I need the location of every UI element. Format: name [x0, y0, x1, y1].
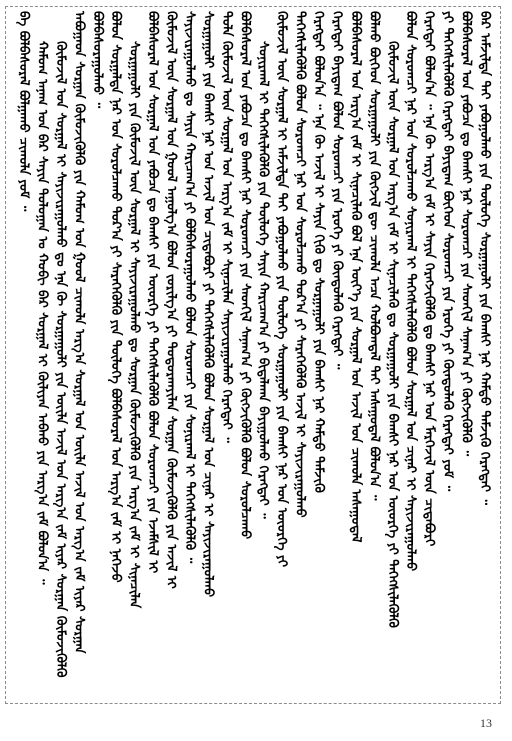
- text-column: ᠶᠢ ᠳᠡᠭᠡᠭᠰᠢᠯᠡᠭᠦᠯᠬᠦ ᠬᠡᠷᠡᠭᠲᠡᠢ ᠪᠠᠶᠢᠳᠠᠭ ᠪᠥᠭᠡᠳ ᠰᠤᠷᠤᠭᠴᠢ ᠶᠢᠨ ᠡᠷᠦᠬᠡ ᠶᠢ ᠬᠦᠨᠳᠦᠯᠡᠬᠦ ᠬᠡᠷᠡᠭᠲᠡᠢ ᠶᠤᠮ ᠃: [440, 11, 456, 492]
- text-column: ᠪᠣᠯᠪᠠᠰᠤᠷᠠᠯ ᠤᠨ ᠠᠷᠭ᠎ᠠ ᠵᠠᠮ ᠢ ᠰᠢᠨᠡᠴᠢᠯᠡᠬᠦ ᠪᠣᠯ ᠡᠨᠡ ᠦᠶ᠎ᠡ ᠶᠢᠨ ᠰᠤᠷᠭᠠᠯ ᠤᠨ ᠠᠵᠢᠯ ᠤᠨ ᠴᠢᠬᠤᠯᠠ ᠠᠰᠠᠭᠤᠳᠠᠯ: [347, 11, 363, 543]
- text-column: ᠬᠦᠮᠦᠵᠢᠯ ᠦᠨ ᠰᠤᠷᠭᠠᠯ ᠤᠨ ᠠᠷᠭ᠎ᠠ ᠵᠠᠮ ᠢ ᠰᠢᠨᠡᠴᠢᠯᠡᠬᠦ ᠳᠤ ᠰᠤᠷᠭᠠᠭᠤᠯᠢ ᠶᠢᠨ ᠪᠠᠭᠰᠢ ᠨᠠᠷ ᠤᠨ ᠦᠦᠷᠭᠡ ᠶᠢ ᠳᠡᠭᠡᠭᠰᠢᠯᠡᠭᠦᠯᠬᠦ: [384, 41, 400, 628]
- text-column: ᠪᠣᠯᠤᠨ ᠰᠤᠷᠤᠭᠴᠢ ᠨᠠᠷ ᠤᠨ ᠰᠤᠷᠤᠯᠴᠠᠬᠤ ᠰᠣᠨᠢᠷᠬᠠᠯ ᠢ ᠳᠡᠭᠡᠭᠰᠢᠯᠡᠭᠦᠯᠬᠦ ᠪᠣᠯᠤᠨ ᠰᠤᠷᠭᠠᠯ ᠤᠨ ᠴᠢᠨᠠᠷ ᠢ ᠰᠠᠶᠢᠵᠢᠷᠠᠭᠤᠯᠬᠤ: [403, 11, 419, 572]
- text-column: ᠬᠡᠷᠡᠭᠲᠡᠢ ᠪᠠᠶᠢᠳᠠᠭ ᠪᠣᠯᠤᠨ ᠰᠤᠷᠤᠭᠴᠢ ᠶᠢᠨ ᠡᠷᠦᠬᠡ ᠶᠢ ᠬᠦᠨᠳᠦᠯᠡᠬᠦ ᠬᠡᠷᠡᠭᠲᠡᠢ ᠃: [329, 11, 345, 370]
- text-column: ᠪᠣᠯᠤᠨ ᠰᠤᠷᠭᠠᠯᠲᠠ ᠨᠠᠷ ᠤᠨ ᠰᠤᠷᠤᠯᠴᠠᠬᠤ ᠳᠤᠷ᠎ᠠ ᠶᠢ ᠰᠡᠷᠡᠭᠡᠭᠦᠯᠬᠦ ᠶᠢᠨ ᠲᠥᠯᠥᠭᠡ ᠪᠣᠯᠪᠠᠰᠤᠷᠠᠯ ᠤᠨ ᠠᠷᠭ᠎ᠠ ᠵᠠᠮ ᠢ ᠨᠡᠬᠡᠵᠦ: [108, 11, 124, 583]
- text-column: ᠬᠦᠮᠦᠵᠢᠯ ᠦᠨ ᠰᠤᠷᠭᠠᠯ ᠢ ᠠᠮᠵᠢᠯᠲᠠ ᠲᠠᠶ ᠶᠠᠪᠤᠭᠤᠯᠬᠤ ᠶᠢᠨ ᠲᠥᠯᠥᠭᠡ ᠰᠤᠷᠭᠠᠭᠤᠯᠢ ᠶᠢᠨ ᠪᠠᠭᠰᠢ ᠨᠠᠷ ᠤᠨ ᠦᠦᠷᠭᠡ ᠶᠢ: [274, 11, 290, 568]
- text-column: ᠰᠣᠨᠢᠷᠬᠠᠯ ᠢ ᠳᠡᠭᠡᠭᠰᠢᠯᠡᠭᠦᠯᠬᠦ ᠶᠢᠨ ᠲᠥᠯᠥᠭᠡ ᠰᠠᠶᠢᠨ ᠬᠠᠷᠢᠴᠠᠭ᠎ᠠ ᠶᠢ ᠪᠢᠳᠠᠯᠬᠠᠨ ᠪᠠᠶᠢᠭᠤᠯᠬᠤ ᠬᠡᠷᠡᠭᠲᠡᠢ ᠃: [255, 41, 271, 519]
- text-column: ᠰᠤᠷᠭᠠᠭᠤᠯᠢ ᠶᠢᠨ ᠪᠠᠭᠰᠢ ᠨᠠᠷ ᠤᠨ ᠠᠵᠢᠯ ᠤᠨ ᠴᠢᠳᠠᠪᠤᠷᠢ ᠶᠢ ᠳᠡᠭᠡᠭᠰᠢᠯᠡᠭᠦᠯᠬᠦ ᠪᠣᠯᠤᠨ ᠰᠤᠷᠭᠠᠯ ᠤᠨ ᠴᠢᠨᠠᠷ ᠢ ᠰᠠᠶᠢᠵᠢᠷᠠᠭᠤᠯᠬᠤ: [200, 11, 216, 598]
- text-column: ᠰᠤᠷᠭᠠᠭᠤᠯᠢ ᠶᠢᠨ ᠬᠦᠮᠦᠵᠢᠯ ᠦᠨ ᠰᠤᠷᠭᠠᠯ ᠢ ᠰᠠᠶᠢᠵᠢᠷᠠᠭᠤᠯᠬᠤ ᠳᠤ ᠰᠤᠷᠭᠠᠨ ᠬᠦᠮᠦᠵᠢᠭᠦᠯᠬᠦ ᠶᠢᠨ ᠠᠷᠭ᠎ᠠ ᠵᠠᠮ ᠢ ᠰᠢᠨᠡᠴᠢᠯᠡᠨ: [126, 41, 142, 609]
- text-column: ᠠᠪᠤᠭᠠᠳ ᠰᠤᠷᠭᠠᠨ ᠬᠦᠮᠦᠵᠢᠭᠦᠯᠬᠦ ᠶᠢᠨ ᠬᠠᠮᠤᠭ ᠤᠨ ᠭᠣᠣᠯ ᠴᠢᠬᠤᠯᠠ ᠠᠷᠭ᠎ᠠ ᠰᠤᠷᠭᠠᠯ ᠤᠨ ᠦᠢᠯᠡ ᠠᠵᠢᠯ ᠤᠨ ᠠᠷᠭ᠎ᠠ ᠵᠠᠮ ᠢᠶᠠᠷ ᠰᠤᠷᠭᠠᠨ: [71, 11, 87, 654]
- text-column: ᠪᠣᠯᠬᠤ ᠪᠥᠭᠡᠳ ᠰᠤᠷᠭᠠᠭᠤᠯᠢ ᠶᠢᠨ ᠬᠥᠭᠵᠢᠯ ᠳᠦ ᠴᠢᠬᠤᠯᠠ ᠠᠴᠠ ᠬᠣᠯᠪᠣᠭᠳᠠᠯ ᠲᠠᠶ ᠠᠰᠠᠭᠤᠳᠠᠯ ᠪᠣᠯᠤᠨ᠎ᠠ ᠃: [366, 11, 382, 501]
- text-columns: [16, 11, 492, 699]
- text-column: ᠪᠣᠯᠪᠠᠰᠤᠷᠠᠯ ᠤᠨ ᠰᠤᠷᠭᠠᠯ ᠤᠨ ᠶᠠᠪᠤᠴᠠ ᠳᠤ ᠪᠠᠭᠰᠢ ᠶᠢᠨ ᠦᠦᠷᠭᠡ ᠶᠢ ᠳᠡᠭᠡᠭᠰᠢᠯᠡᠭᠦᠯᠬᠦ ᠪᠣᠯᠤᠨ ᠰᠤᠷᠤᠭᠴᠢ ᠶᠢᠨ ᠡᠵᠡᠮᠰᠢᠯ ᠢ: [145, 11, 161, 574]
- page-frame: [5, 6, 501, 704]
- text-column: ᠪᠠ ᠪᠣᠯᠪᠠᠰᠤᠷᠠᠯ ᠪᠣᠯᠭᠠᠬᠤ ᠴᠢᠬᠤᠯᠠ ᠶᠤᠮ ᠃: [16, 11, 31, 212]
- text-column: ᠲᠤᠯᠠ ᠬᠦᠮᠦᠵᠢᠯ ᠦᠨ ᠰᠤᠷᠭᠠᠯ ᠤᠨ ᠠᠷᠭ᠎ᠠ ᠵᠠᠮ ᠢ ᠰᠢᠨᠡᠴᠢᠯᠡᠨ ᠰᠠᠶᠢᠵᠢᠷᠠᠭᠤᠯᠬᠤ ᠬᠡᠷᠡᠭᠲᠡᠢ ᠃: [218, 11, 234, 443]
- text-column: ᠪᠣᠯᠪᠠᠰᠤᠷᠠᠯ ᠤᠨ ᠶᠠᠪᠤᠴᠠ ᠳᠤ ᠪᠠᠭᠰᠢ ᠨᠠᠷ ᠰᠤᠷᠤᠭᠴᠢ ᠶᠢᠨ ᠰᠡᠳᠬᠢᠯ ᠰᠠᠨᠠᠭ᠎ᠠ ᠶᠢ ᠬᠥᠭᠵᠢᠭᠦᠯᠬᠦ ᠃: [458, 11, 474, 456]
- text-column: ᠬᠠᠮᠤᠭ ᠠᠨᠠᠭ ᠤᠨ ᠪᠠᠷ ᠰᠠᠶᠢᠨ ᠳᠣᠯᠤᠭᠠᠨ ᠤ ᠬᠣᠪᠢ ᠪᠡᠷ ᠰᠤᠷᠭᠠᠯ ᠢ ᠬᠦᠯᠢᠶᠡᠨ ᠠᠪᠬᠤ ᠶᠢᠨ ᠠᠷᠭ᠎ᠠ ᠵᠠᠮ ᠪᠣᠯᠤᠨ᠎ᠠ ᠃: [34, 41, 50, 585]
- page-number: 13: [480, 716, 492, 730]
- text-column: ᠬᠡᠷᠡᠭᠲᠡᠢ ᠪᠣᠯᠤᠨ᠎ᠠ ᠃ ᠡᠨᠡ ᠬᠦ ᠠᠵᠢᠯ ᠢ ᠰᠠᠶᠢᠨ ᠬᠢᠬᠦ ᠳᠤ ᠰᠤᠷᠭᠠᠭᠤᠯᠢ ᠶᠢᠨ ᠪᠠᠭᠰᠢ ᠨᠠᠷ ᠬᠠᠮᠲᠤ ᠳᠡᠮᠵᠢᠬᠦ: [311, 11, 326, 493]
- text-column: ᠬᠡᠷᠡᠭᠲᠡᠢ ᠪᠣᠯᠤᠨ᠎ᠠ ᠃ ᠡᠨᠡ ᠬᠦ ᠠᠷᠭ᠎ᠠ ᠵᠠᠮ ᠢ ᠰᠠᠶᠢᠨ ᠬᠡᠷᠡᠭᠵᠢᠭᠦᠯᠬᠦ ᠳᠤ ᠪᠠᠭᠰᠢ ᠨᠠᠷ ᠤᠨ ᠮᠡᠷᠭᠡᠵᠢᠯ ᠦᠨ ᠴᠢᠳᠠᠪᠤᠷᠢ: [421, 11, 437, 547]
- text-column: ᠬᠦᠮᠦᠵᠢᠯ ᠦᠨ ᠰᠤᠷᠭᠠᠯ ᠤᠨ ᠭᠣᠣᠯ ᠠᠭᠤᠯᠭ᠎ᠠ ᠪᠣᠯᠤᠨ ᠵᠣᠷᠢᠯᠭ᠎ᠠ ᠶᠢ ᠲᠣᠳᠤᠷᠬᠠᠶᠢᠯᠠᠨ ᠰᠤᠷᠭᠠᠨ ᠬᠦᠮᠦᠵᠢᠭᠦᠯᠬᠦ ᠶᠢᠨ ᠠᠵᠢᠯ ᠢ: [163, 11, 179, 589]
- text-column: ᠪᠣᠯᠪᠠᠰᠤᠷᠠᠯ ᠤᠨ ᠶᠠᠪᠤᠴᠠ ᠳᠤ ᠪᠠᠭᠰᠢ ᠨᠠᠷ ᠰᠤᠷᠤᠭᠴᠢ ᠶᠢᠨ ᠰᠡᠳᠬᠢᠯ ᠰᠠᠨᠠᠭ᠎ᠠ ᠶᠢ ᠬᠥᠭᠵᠢᠭᠦᠯᠬᠦ ᠪᠣᠯᠤᠨ ᠰᠤᠷᠤᠯᠴᠠᠬᠤ: [237, 11, 253, 540]
- text-column: ᠰᠠᠶᠢᠵᠢᠷᠠᠭᠤᠯᠬᠤ ᠳᠤ ᠰᠠᠶᠢᠨ ᠬᠠᠷᠢᠴᠠᠭ᠎ᠠ ᠶᠢ ᠪᠣᠯᠪᠠᠰᠤᠷᠠᠭᠤᠯᠬᠤ ᠪᠣᠯᠤᠨ ᠰᠤᠷᠤᠭᠴᠢ ᠶᠢᠨ ᠰᠣᠨᠢᠷᠬᠠᠯ ᠢ ᠳᠡᠭᠡᠭᠰᠢᠯᠡᠭᠦᠯᠬᠦ ᠃: [181, 11, 197, 564]
- text-column: ᠬᠦᠮᠦᠵᠢᠯ ᠤᠨ ᠰᠤᠷᠭᠠᠯ ᠢ ᠰᠠᠶᠢᠵᠢᠷᠠᠭᠤᠯᠬᠤ ᠳᠤ ᠡᠨᠡ ᠬᠦ ᠰᠤᠷᠭᠠᠭᠤᠯᠢ ᠶᠢᠨ ᠦᠢᠯᠡ ᠠᠵᠢᠯ ᠤᠨ ᠠᠷᠭ᠎ᠠ ᠵᠠᠮ ᠢᠶᠠᠷ ᠰᠤᠷᠭᠠᠨ ᠬᠥᠮᠦᠵᠢᠭᠦᠯᠬᠦ: [52, 41, 68, 678]
- text-column: ᠪᠣᠯᠪᠠᠰᠤᠷᠠᠭᠤᠯᠬᠤ ᠃: [89, 11, 105, 109]
- text-column: ᠪᠠᠷ ᠠᠮᠵᠢᠯᠲᠠ ᠲᠠᠶ ᠶᠠᠪᠤᠭᠤᠯᠬᠤ ᠶᠢᠨ ᠲᠥᠯᠥᠭᠡ ᠰᠤᠷᠭᠠᠭᠤᠯᠢ ᠶᠢᠨ ᠪᠠᠭᠰᠢ ᠨᠠᠷ ᠬᠠᠮᠲᠤ ᠳᠡᠮᠵᠢᠬᠦ ᠬᠡᠷᠡᠭᠲᠡᠢ ᠃: [476, 11, 492, 505]
- text-column: ᠳᠡᠭᠡᠭᠰᠢᠯᠡᠭᠦᠯᠬᠦ ᠪᠣᠯᠤᠨ ᠰᠤᠷᠤᠭᠴᠢ ᠨᠠᠷ ᠤᠨ ᠰᠤᠷᠤᠯᠴᠠᠬᠤ ᠳᠤᠷ᠎ᠠ ᠶᠢ ᠰᠡᠷᠡᠭᠡᠭᠦᠯᠬᠦ ᠠᠵᠢᠯ ᠢ ᠰᠠᠶᠢᠵᠢᠷᠠᠭᠤᠯᠬᠤ: [292, 11, 308, 518]
